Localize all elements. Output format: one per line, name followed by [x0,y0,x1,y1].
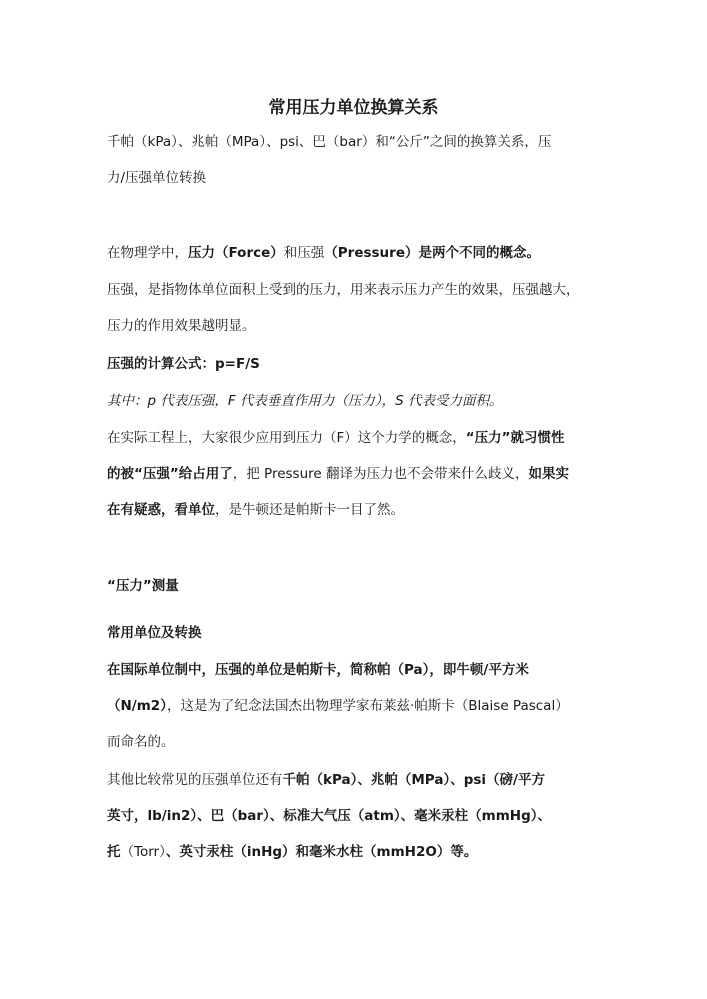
text-run: ，把 Pressure 翻译为压力也不会带来什么歧义， [232,466,529,482]
paragraph-other-units [107,762,607,870]
intro-paragraph [107,124,607,196]
text-run: 在物理学中， [107,245,188,261]
si-line-1: 在国际单位制中，压强的单位是帕斯卡，简称帕（Pa），即牛顿/平方米 [107,662,529,678]
si-line-3: 而命名的。 [107,734,175,750]
formula-note: 其中：p 代表压强，F 代表垂直作用力（压力），S 代表受力面积。 [107,393,503,409]
document-title: 常用压力单位换算关系 [268,98,439,118]
bold-run: 在有疑惑，看单位 [107,502,215,518]
bold-run: 托 [107,844,121,860]
bold-run: “压力”就习惯性 [465,430,565,446]
paragraph-engineering-usage [107,420,607,528]
formula-heading: 压强的计算公式：p=F/S [107,356,260,372]
bold-run: 千帕（kPa）、兆帕（MPa）、psi（磅/平方 [282,772,545,788]
bold-run: （N/m2） [107,698,167,714]
sub-heading: 常用单位及转换 [107,625,202,641]
paragraph-pressure-definition [107,272,607,344]
bold-run: 如果实 [528,466,569,482]
text-run: 和压强 [283,245,325,261]
section-heading: “压力”测量 [107,578,179,594]
definition-line-1: 压强，是指物体单位面积上受到的压力，用来表示压力产生的效果，压强越大， [107,282,580,298]
text-run: ，这是为了纪念法国杰出物理学家布莱兹·帕斯卡（Blaise Pascal） [166,698,569,714]
paragraph-si-unit [107,652,607,760]
definition-line-2: 压力的作用效果越明显。 [107,318,256,334]
bold-run: 的被“压强”给占用了 [107,466,233,482]
bold-run: 压力（Force） [188,245,284,261]
paragraph-force-pressure [107,235,607,271]
text-run: 其他比较常见的压强单位还有 [107,772,283,788]
text-run: 在实际工程上，大家很少应用到压力（F）这个力学的概念， [107,430,466,446]
text-run: ，是牛顿还是帕斯卡一目了然。 [215,502,404,518]
units-line-2: 英寸，lb/in2）、巴（bar）、标准大气压（atm）、毫米汞柱（mmHg）、 [107,808,552,824]
intro-line-1: 千帕（kPa）、兆帕（MPa）、psi、巴（bar）和“公斤”之间的换算关系，压 [107,134,552,150]
bold-run: 、英寸汞柱（inHg）和毫米水柱（mmH2O）等。 [165,844,478,860]
bold-run: （Pressure）是两个不同的概念。 [324,245,540,261]
text-run: （Torr） [120,844,166,860]
intro-line-2: 力/压强单位转换 [107,170,207,186]
